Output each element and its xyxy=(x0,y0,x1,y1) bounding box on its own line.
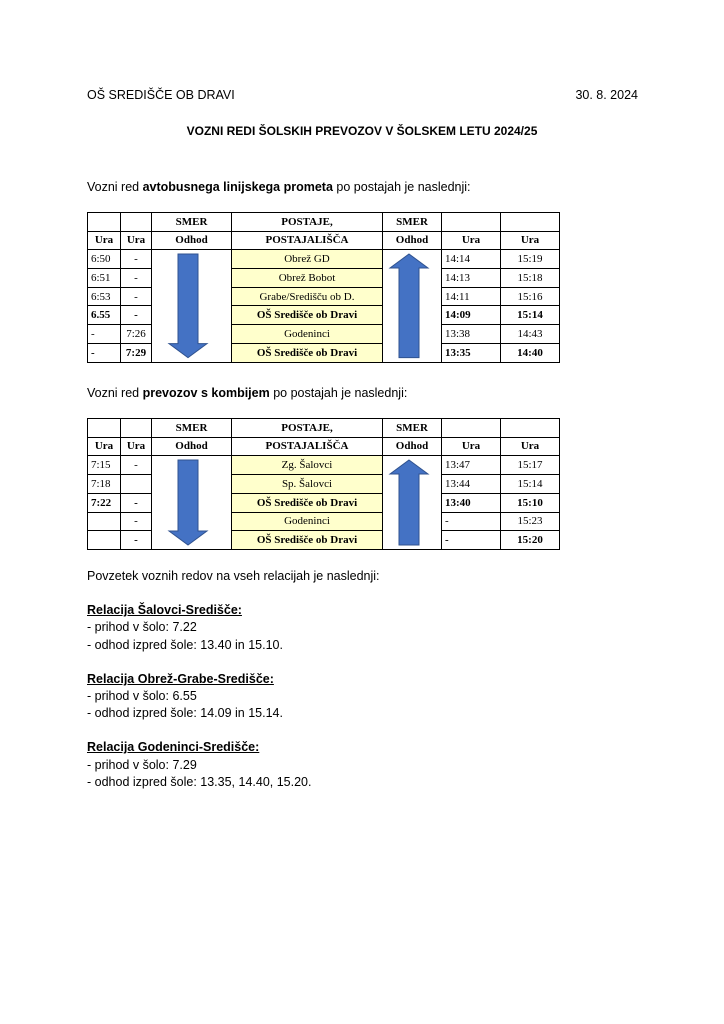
relation-obrez xyxy=(87,671,380,723)
table-header-row xyxy=(88,213,560,232)
table-header-row xyxy=(88,231,560,250)
header-cell: POSTAJE, xyxy=(232,213,383,232)
summary-section xyxy=(87,568,380,808)
relation-godeninci xyxy=(87,739,380,791)
header-cell: Ura xyxy=(121,437,152,456)
relation-arrival: - prihod v šolo: 7.22 xyxy=(87,620,197,635)
header-cell: SMER xyxy=(152,213,232,232)
time-cell: 13:38 xyxy=(442,325,501,344)
bus-timetable xyxy=(87,212,560,363)
time-cell: - xyxy=(121,493,152,512)
header-cell: Ura xyxy=(501,437,560,456)
header-cell: POSTAJALIŠČA xyxy=(232,231,383,250)
time-cell: - xyxy=(121,456,152,475)
time-cell: 14:11 xyxy=(442,287,501,306)
time-cell: - xyxy=(121,512,152,531)
relation-departure: - odhod izpred šole: 13.35, 14.40, 15.20. xyxy=(87,774,312,789)
relation-arrival: - prihod v šolo: 7.29 xyxy=(87,757,197,772)
arrow-up-icon xyxy=(383,456,435,549)
station-cell: Sp. Šalovci xyxy=(232,474,383,493)
time-cell: 6:53 xyxy=(88,287,121,306)
time-cell: 14:14 xyxy=(442,250,501,269)
header-cell xyxy=(501,213,560,232)
relation-title: Relacija Obrež-Grabe-Središče: xyxy=(87,671,274,686)
relation-title: Relacija Šalovci-Središče: xyxy=(87,603,242,618)
time-cell: 7:15 xyxy=(88,456,121,475)
header-cell xyxy=(88,419,121,438)
table-header-row xyxy=(88,437,560,456)
time-cell: 6.55 xyxy=(88,306,121,325)
header-cell xyxy=(88,213,121,232)
time-cell: 6:50 xyxy=(88,250,121,269)
time-cell xyxy=(88,531,121,550)
time-cell: - xyxy=(121,531,152,550)
header-cell: SMER xyxy=(383,213,442,232)
time-cell: 7:22 xyxy=(88,493,121,512)
time-cell: - xyxy=(442,512,501,531)
direction-up-cell xyxy=(383,456,442,550)
table-row xyxy=(88,456,560,475)
time-cell: 13:47 xyxy=(442,456,501,475)
time-cell: 7:18 xyxy=(88,474,121,493)
time-cell: - xyxy=(88,344,121,363)
station-cell: Obrež GD xyxy=(232,250,383,269)
direction-down-cell xyxy=(152,456,232,550)
header-cell xyxy=(442,213,501,232)
header-cell: SMER xyxy=(152,419,232,438)
station-cell: OŠ Središče ob Dravi xyxy=(232,306,383,325)
time-cell xyxy=(88,512,121,531)
time-cell: 15:14 xyxy=(501,474,560,493)
header-cell: Ura xyxy=(88,231,121,250)
time-cell: 13:35 xyxy=(442,344,501,363)
time-cell: 15:18 xyxy=(501,268,560,287)
table-row xyxy=(88,250,560,269)
time-cell: 13:44 xyxy=(442,474,501,493)
header-cell: Odhod xyxy=(152,231,232,250)
station-cell: OŠ Središče ob Dravi xyxy=(232,493,383,512)
header-cell: Ura xyxy=(501,231,560,250)
summary-intro: Povzetek voznih redov na vseh relacijah je naslednji: xyxy=(87,569,380,583)
station-cell: Godeninci xyxy=(232,512,383,531)
time-cell: 15:23 xyxy=(501,512,560,531)
arrow-down-icon xyxy=(162,250,214,362)
direction-down-cell xyxy=(152,250,232,363)
time-cell: - xyxy=(88,325,121,344)
kombi-timetable xyxy=(87,418,560,550)
station-cell: OŠ Središče ob Dravi xyxy=(232,531,383,550)
header-cell: Odhod xyxy=(383,437,442,456)
time-cell: - xyxy=(121,250,152,269)
time-cell: 15:16 xyxy=(501,287,560,306)
header-cell xyxy=(121,213,152,232)
time-cell: - xyxy=(121,287,152,306)
header-cell: POSTAJALIŠČA xyxy=(232,437,383,456)
header-cell: Ura xyxy=(88,437,121,456)
header-cell: Ura xyxy=(442,231,501,250)
arrow-down-icon xyxy=(162,456,214,549)
relation-salovci xyxy=(87,602,380,654)
relation-departure: - odhod izpred šole: 14.09 in 15.14. xyxy=(87,706,283,721)
time-cell: 15:10 xyxy=(501,493,560,512)
school-name: OŠ SREDIŠČE OB DRAVI xyxy=(87,88,235,102)
station-cell: OŠ Središče ob Dravi xyxy=(232,344,383,363)
time-cell: 7:26 xyxy=(121,325,152,344)
time-cell: 15:19 xyxy=(501,250,560,269)
header-cell: Ura xyxy=(121,231,152,250)
relation-title: Relacija Godeninci-Središče: xyxy=(87,740,260,755)
station-cell: Grabe/Središču ob D. xyxy=(232,287,383,306)
station-cell: Godeninci xyxy=(232,325,383,344)
header-cell: POSTAJE, xyxy=(232,419,383,438)
arrow-up-icon xyxy=(383,250,435,362)
relation-arrival: - prihod v šolo: 6.55 xyxy=(87,689,197,704)
time-cell: 7:29 xyxy=(121,344,152,363)
time-cell: - xyxy=(442,531,501,550)
time-cell: 6:51 xyxy=(88,268,121,287)
bus-intro: Vozni red avtobusnega linijskega prometa po postajah je naslednji: xyxy=(87,180,471,194)
time-cell: - xyxy=(121,268,152,287)
header-cell xyxy=(501,419,560,438)
station-cell: Zg. Šalovci xyxy=(232,456,383,475)
time-cell: 14:09 xyxy=(442,306,501,325)
kombi-intro: Vozni red prevozov s kombijem po postajah je naslednji: xyxy=(87,386,408,400)
time-cell xyxy=(121,474,152,493)
direction-up-cell xyxy=(383,250,442,363)
time-cell: 15:20 xyxy=(501,531,560,550)
header-cell: Odhod xyxy=(383,231,442,250)
header-cell: Ura xyxy=(442,437,501,456)
relation-departure: - odhod izpred šole: 13.40 in 15.10. xyxy=(87,637,283,652)
header-cell: SMER xyxy=(383,419,442,438)
header-cell: Odhod xyxy=(152,437,232,456)
time-cell: - xyxy=(121,306,152,325)
header-cell xyxy=(442,419,501,438)
time-cell: 14:40 xyxy=(501,344,560,363)
table-header-row xyxy=(88,419,560,438)
time-cell: 13:40 xyxy=(442,493,501,512)
time-cell: 15:14 xyxy=(501,306,560,325)
time-cell: 15:17 xyxy=(501,456,560,475)
document-title: VOZNI REDI ŠOLSKIH PREVOZOV V ŠOLSKEM LETU 2024/25 xyxy=(186,124,538,138)
document-date: 30. 8. 2024 xyxy=(575,88,638,102)
header-cell xyxy=(121,419,152,438)
time-cell: 14:13 xyxy=(442,268,501,287)
time-cell: 14:43 xyxy=(501,325,560,344)
station-cell: Obrež Bobot xyxy=(232,268,383,287)
